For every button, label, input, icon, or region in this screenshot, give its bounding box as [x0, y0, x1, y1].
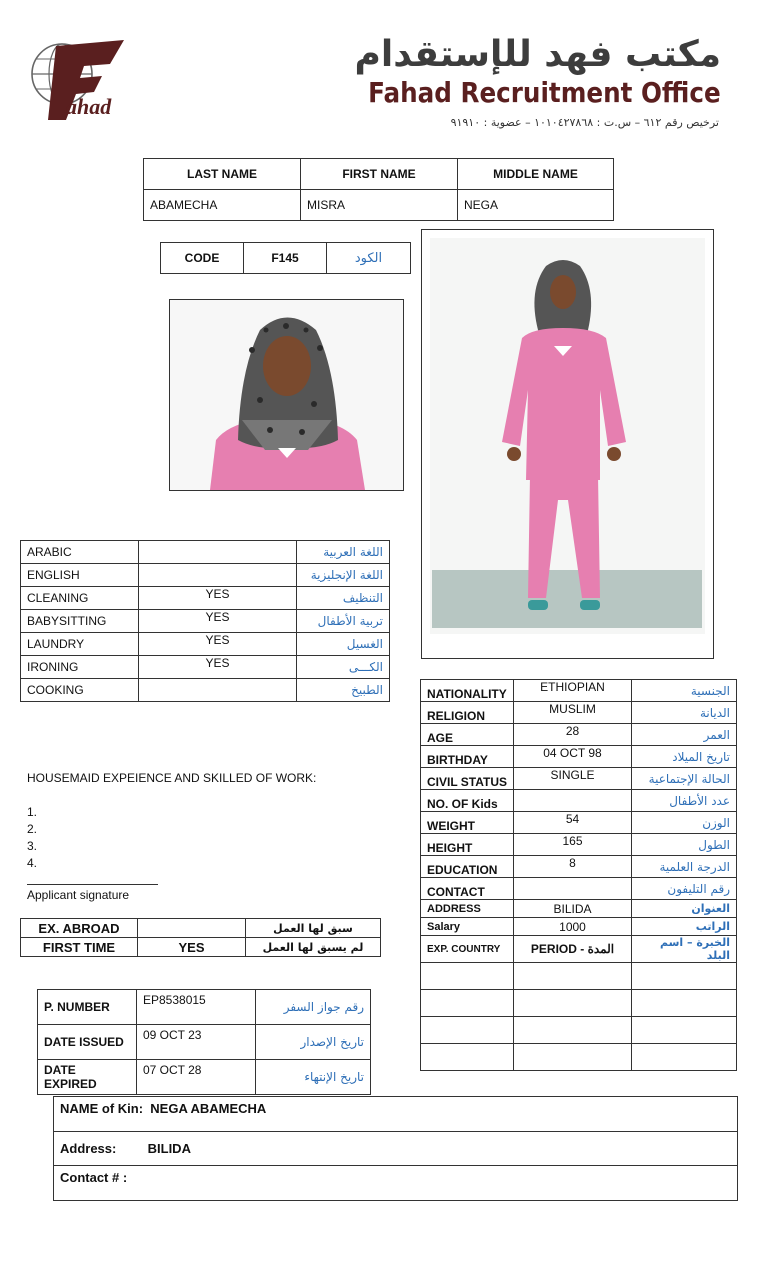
signature-label: Applicant signature [27, 888, 130, 902]
detail-label-arabic: الخبرة – اسم البلد [632, 936, 737, 963]
abroad-label: EX. ABROAD [21, 919, 138, 938]
kin-address-value: BILIDA [147, 1141, 191, 1156]
portrait-photo [169, 299, 404, 491]
skill-label-arabic: الطبيخ [297, 679, 390, 702]
detail-row [421, 746, 737, 768]
detail-label-arabic: الوزن [632, 812, 737, 834]
experience-title: HOUSEMAID EXPEIENCE AND SKILLED OF WORK: [27, 771, 317, 785]
abroad-label: FIRST TIME [21, 938, 138, 957]
detail-label: ADDRESS [421, 900, 514, 918]
skill-row [21, 610, 390, 633]
detail-value: BILIDA [514, 900, 632, 918]
skill-row [21, 656, 390, 679]
passport-value: EP8538015 [137, 990, 256, 1025]
experience-item: 2. [27, 822, 38, 836]
skill-label: BABYSITTING [21, 610, 139, 633]
kin-name-label: NAME of Kin: [60, 1101, 144, 1116]
skill-value [139, 679, 297, 702]
kin-contact-label: Contact # : [60, 1170, 128, 1185]
license-info: ترخيص رقم ٦١٢ – س.ت : ١٠١٠٤٢٧٨٦٨ – عضوية : ٩١٩١٠ [450, 116, 719, 129]
skill-value: YES [139, 610, 297, 633]
detail-label-arabic: العنوان [632, 900, 737, 918]
abroad-label-arabic: سبق لها العمل [246, 919, 381, 938]
name-table-header-row [144, 159, 614, 190]
skill-row [21, 679, 390, 702]
kin-table [53, 1096, 738, 1201]
first-name-header: FIRST NAME [301, 159, 458, 190]
skill-row [21, 541, 390, 564]
detail-label-arabic: الراتب [632, 918, 737, 936]
empty-cell [421, 963, 514, 990]
detail-value [514, 790, 632, 812]
brand-title-english: Fahad Recruitment Office [368, 76, 721, 109]
detail-value: 54 [514, 812, 632, 834]
abroad-row [21, 919, 381, 938]
skill-label: COOKING [21, 679, 139, 702]
passport-value: 09 OCT 23 [137, 1025, 256, 1060]
experience-item: 1. [27, 805, 38, 819]
middle-name-value: NEGA [458, 190, 614, 221]
kin-address-label: Address: [60, 1141, 117, 1156]
experience-country-row [421, 990, 737, 1017]
full-body-image [422, 230, 713, 658]
skill-label-arabic: تربية الأطفال [297, 610, 390, 633]
middle-name-header: MIDDLE NAME [458, 159, 614, 190]
skill-value [139, 541, 297, 564]
detail-label-arabic: الجنسية [632, 680, 737, 702]
detail-label-arabic: الطول [632, 834, 737, 856]
abroad-table [20, 918, 381, 957]
detail-value: SINGLE [514, 768, 632, 790]
full-body-photo [421, 229, 714, 659]
detail-label: HEIGHT [421, 834, 514, 856]
passport-label: P. NUMBER [38, 990, 137, 1025]
detail-label: EDUCATION [421, 856, 514, 878]
kin-address-row [54, 1132, 738, 1166]
empty-cell [514, 963, 632, 990]
experience-country-row [421, 1017, 737, 1044]
detail-value: 1000 [514, 918, 632, 936]
skill-label: CLEANING [21, 587, 139, 610]
abroad-row [21, 938, 381, 957]
passport-label-arabic: رقم جواز السفر [256, 990, 371, 1025]
detail-value: ETHIOPIAN [514, 680, 632, 702]
empty-cell [421, 1017, 514, 1044]
signature-line [27, 884, 158, 885]
detail-label-arabic: عدد الأطفال [632, 790, 737, 812]
detail-row [421, 878, 737, 900]
empty-cell [632, 1017, 737, 1044]
skill-label-arabic: اللغة الإنجليزية [297, 564, 390, 587]
detail-label: Salary [421, 918, 514, 936]
portrait-image [170, 300, 403, 490]
skill-row [21, 564, 390, 587]
skill-row [21, 587, 390, 610]
kin-contact-row [54, 1166, 738, 1201]
experience-country-row [421, 963, 737, 990]
skill-label-arabic: التنظيف [297, 587, 390, 610]
detail-row [421, 856, 737, 878]
detail-value: 28 [514, 724, 632, 746]
detail-label: EXP. COUNTRY [421, 936, 514, 963]
detail-row [421, 936, 737, 963]
detail-label-arabic: الدرجة العلمية [632, 856, 737, 878]
detail-label-arabic: رقم التليفون [632, 878, 737, 900]
passport-table [37, 989, 371, 1095]
passport-label-arabic: تاريخ الإنتهاء [256, 1060, 371, 1095]
detail-row [421, 724, 737, 746]
detail-label-arabic: العمر [632, 724, 737, 746]
skills-table [20, 540, 390, 702]
skill-label: ENGLISH [21, 564, 139, 587]
detail-value: 8 [514, 856, 632, 878]
skill-label: IRONING [21, 656, 139, 679]
empty-cell [421, 990, 514, 1017]
skill-label-arabic: الكـــى [297, 656, 390, 679]
brand-title-arabic: مكتب فهد للإستقدام [354, 34, 721, 75]
code-label: CODE [161, 243, 244, 274]
skill-label-arabic: اللغة العربية [297, 541, 390, 564]
last-name-value: ABAMECHA [144, 190, 301, 221]
detail-row [421, 768, 737, 790]
detail-label: CONTACT [421, 878, 514, 900]
kin-name-value: NEGA ABAMECHA [150, 1101, 267, 1116]
empty-cell [632, 963, 737, 990]
first-name-value: MISRA [301, 190, 458, 221]
detail-label: AGE [421, 724, 514, 746]
passport-label: DATE ISSUED [38, 1025, 137, 1060]
skill-value [139, 564, 297, 587]
skill-row [21, 633, 390, 656]
detail-label-arabic: الديانة [632, 702, 737, 724]
passport-row [38, 1025, 371, 1060]
passport-row [38, 1060, 371, 1095]
empty-cell [632, 990, 737, 1017]
passport-value: 07 OCT 28 [137, 1060, 256, 1095]
experience-country-row [421, 1044, 737, 1071]
detail-label-arabic: تاريخ الميلاد [632, 746, 737, 768]
detail-row [421, 702, 737, 724]
empty-cell [514, 1044, 632, 1071]
name-table-value-row [144, 190, 614, 221]
passport-label: DATE EXPIRED [38, 1060, 137, 1095]
detail-value: 04 OCT 98 [514, 746, 632, 768]
skill-value: YES [139, 633, 297, 656]
skill-label: LAUNDRY [21, 633, 139, 656]
skill-value: YES [139, 656, 297, 679]
experience-item: 4. [27, 856, 38, 870]
detail-value: MUSLIM [514, 702, 632, 724]
detail-row [421, 790, 737, 812]
detail-label: NATIONALITY [421, 680, 514, 702]
code-value: F145 [244, 243, 327, 274]
logo-text: ahad [66, 94, 112, 119]
abroad-value [138, 919, 246, 938]
detail-label: BIRTHDAY [421, 746, 514, 768]
detail-label: CIVIL STATUS [421, 768, 514, 790]
detail-label: NO. OF Kids [421, 790, 514, 812]
empty-cell [514, 990, 632, 1017]
detail-row [421, 834, 737, 856]
detail-label-arabic: الحالة الإجتماعية [632, 768, 737, 790]
details-table [420, 679, 737, 1071]
skill-label: ARABIC [21, 541, 139, 564]
empty-cell [421, 1044, 514, 1071]
abroad-label-arabic: لم يسبق لها العمل [246, 938, 381, 957]
abroad-value: YES [138, 938, 246, 957]
detail-value: 165 [514, 834, 632, 856]
skill-value: YES [139, 587, 297, 610]
skill-label-arabic: الغسيل [297, 633, 390, 656]
empty-cell [632, 1044, 737, 1071]
detail-row [421, 812, 737, 834]
experience-list [27, 804, 37, 872]
passport-row [38, 990, 371, 1025]
experience-item: 3. [27, 839, 38, 853]
detail-label: RELIGION [421, 702, 514, 724]
code-label-arabic: الكود [327, 243, 411, 274]
company-logo [26, 34, 132, 126]
detail-label: WEIGHT [421, 812, 514, 834]
empty-cell [514, 1017, 632, 1044]
detail-row [421, 900, 737, 918]
name-table [143, 158, 614, 221]
last-name-header: LAST NAME [144, 159, 301, 190]
detail-row [421, 918, 737, 936]
code-table [160, 242, 411, 274]
kin-name-row [54, 1097, 738, 1132]
passport-label-arabic: تاريخ الإصدار [256, 1025, 371, 1060]
detail-row [421, 680, 737, 702]
detail-value [514, 878, 632, 900]
detail-value: PERIOD - المدة [514, 936, 632, 963]
